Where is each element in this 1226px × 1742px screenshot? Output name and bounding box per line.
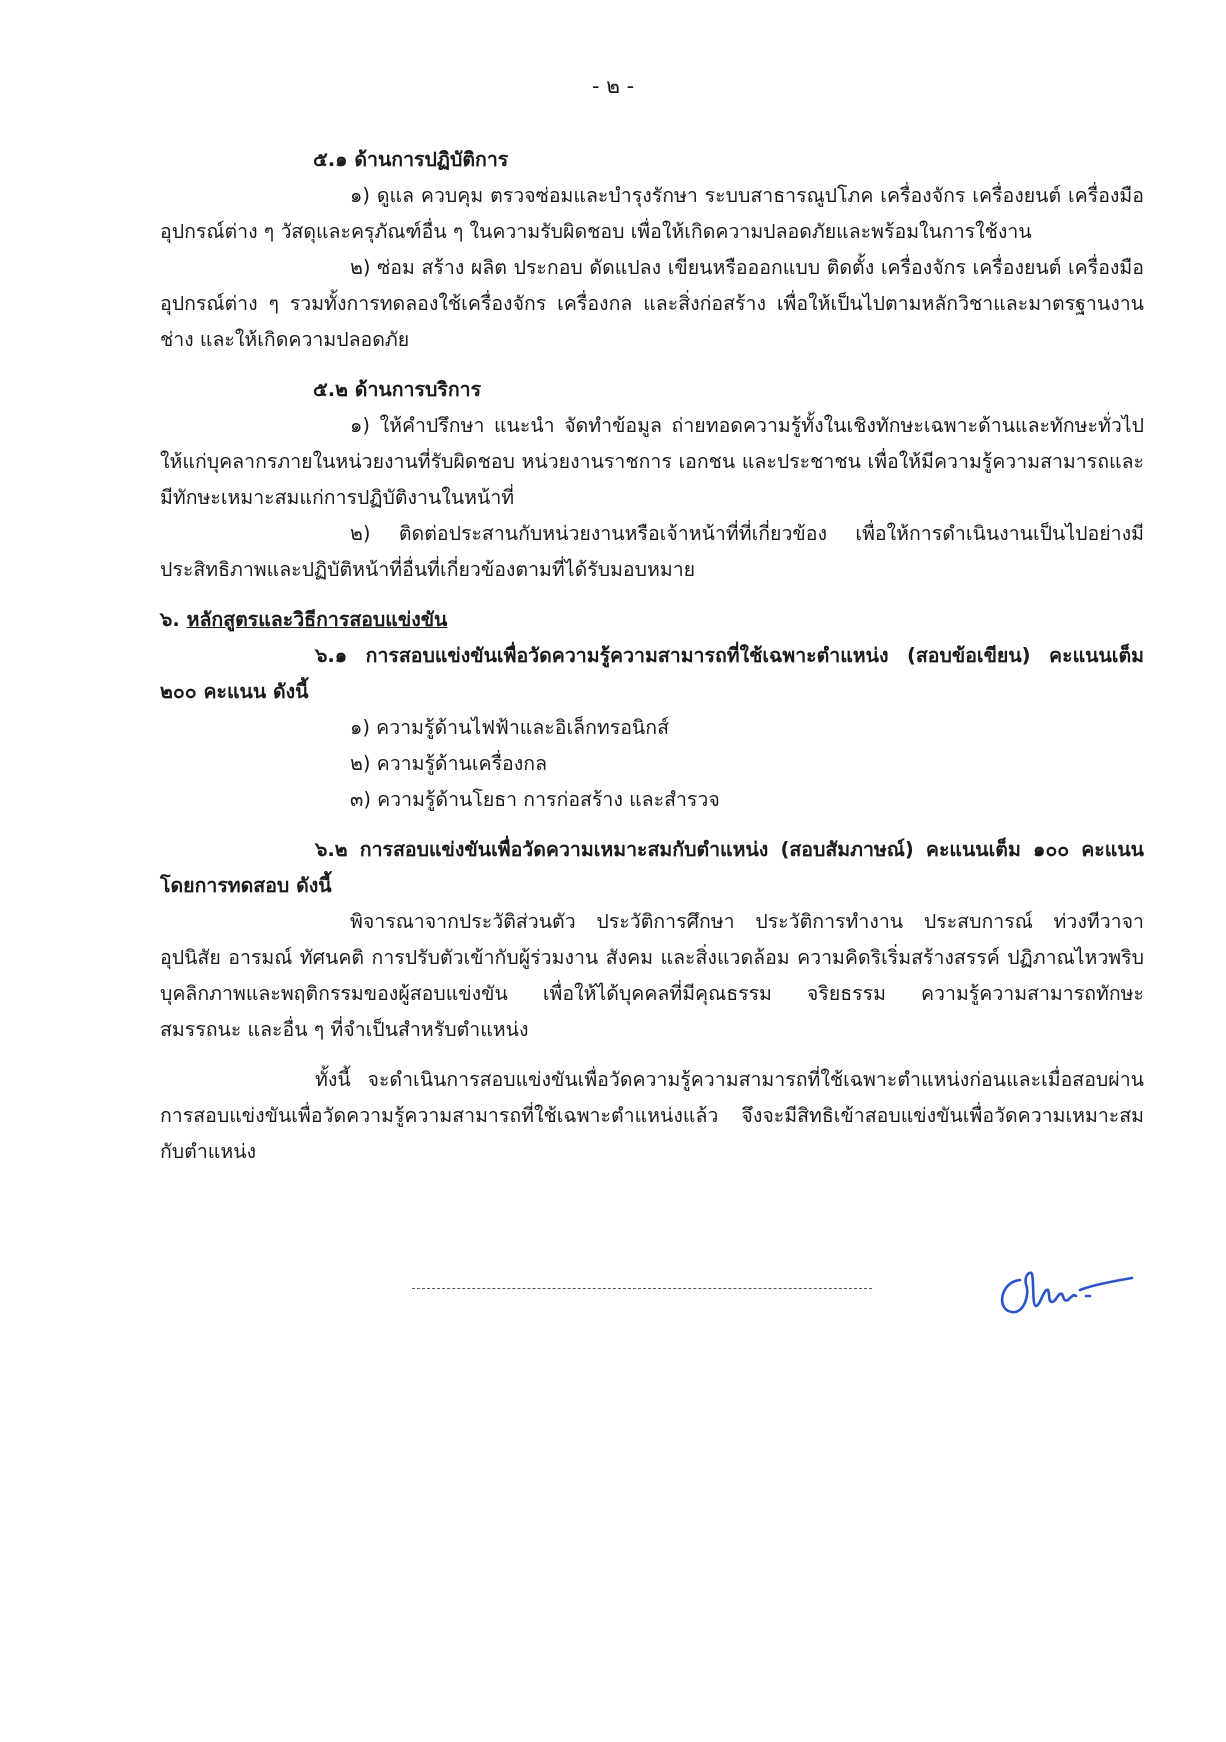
section-5-1-item-1: ๑) ดูแล ควบคุม ตรวจซ่อมและบำรุงรักษา ระบบสาธารณูปโภค เครื่องจักร เครื่องยนต์ เครื่องมือ อุปกรณ์ต่าง ๆ วัสดุและครุภัณฑ์อื่น ๆ ในความรับผิดชอบ เพื่อให้เกิดความปลอดภัยและพร้อมในการใช้งาน (160, 184, 1144, 243)
section-5-2-heading: ๕.๒ ด้านการบริการ (313, 378, 482, 401)
section-5-2-item-2: ๒) ติดต่อประสานกับหน่วยงานหรือเจ้าหน้าที่ที่เกี่ยวข้อง เพื่อให้การดำเนินงานเป็นไปอย่างมีประสิทธิภาพและปฏิบัติหน้าที่อื่นที่เกี่ยวข้องตามที่ได้รับมอบหมาย (160, 522, 1144, 581)
signature-dashed-line (412, 1288, 872, 1289)
section-5-2-item-1: ๑) ให้คำปรึกษา แนะนำ จัดทำข้อมูล ถ่ายทอดความรู้ทั้งในเชิงทักษะเฉพาะด้านและทักษะทั่วไปให้แก่บุคลากรภายในหน่วยงานที่รับผิดชอบ หน่วยงานราชการ เอกชน และประชาชน เพื่อให้มีความรู้ความสามารถและมีทักษะเหมาะสมแก่การปฏิบัติงานในหน้าที่ (160, 414, 1144, 509)
section-6-title: หลักสูตรและวิธีการสอบแข่งขัน (186, 608, 448, 631)
closing-paragraph: ทั้งนี้ จะดำเนินการสอบแข่งขันเพื่อวัดความรู้ความสามารถที่ใช้เฉพาะตำแหน่งก่อนและเมื่อสอบผ่านการสอบแข่งขันเพื่อวัดความรู้ความสามารถที่ใช้เฉพาะตำแหน่งแล้ว จึงจะมีสิทธิเข้าสอบแข่งขันเพื่อวัดความเหมาะสมกับตำแหน่ง (160, 1068, 1144, 1163)
section-6-2-heading: ๖.๒ การสอบแข่งขันเพื่อวัดความเหมาะสมกับตำแหน่ง (สอบสัมภาษณ์) คะแนนเต็ม ๑๐๐ คะแนน โดยการทดสอบ ดังนี้ (160, 838, 1144, 897)
section-6-1-item: ๓) ความรู้ด้านโยธา การก่อสร้าง และสำรวจ (350, 788, 720, 811)
section-6-2-body: พิจารณาจากประวัติส่วนตัว ประวัติการศึกษา ประวัติการทำงาน ประสบการณ์ ท่วงทีวาจา อุปนิสัย อารมณ์ ทัศนคติ การปรับตัวเข้ากับผู้ร่วมงาน สังคม และสิ่งแวดล้อม ความคิดริเริ่มสร้างสรรค์ ปฏิภาณไหวพริบ บุคลิกภาพและพฤติกรรมของผู้สอบแข่งขัน เพื่อให้ได้บุคคลที่มีคุณธรรม จริยธรรม ความรู้ความสามารถทักษะ สมรรถนะ และอื่น ๆ ที่จำเป็นสำหรับตำแหน่ง (160, 910, 1144, 1041)
section-5-1-item-2: ๒) ซ่อม สร้าง ผลิต ประกอบ ดัดแปลง เขียนหรือออกแบบ ติดตั้ง เครื่องจักร เครื่องยนต์ เครื่องมือ อุปกรณ์ต่าง ๆ รวมทั้งการทดลองใช้เครื่องจักร เครื่องกล และสิ่งก่อสร้าง เพื่อให้เป็นไปตามหลักวิชาและมาตรฐานงานช่าง และให้เกิดความปลอดภัย (160, 256, 1144, 351)
document-body (160, 142, 1144, 1170)
section-6-heading (160, 602, 1144, 638)
section-6-1-item: ๒) ความรู้ด้านเครื่องกล (350, 752, 548, 775)
section-6-1-item: ๑) ความรู้ด้านไฟฟ้าและอิเล็กทรอนิกส์ (350, 716, 669, 739)
section-5-1-heading: ๕.๑ ด้านการปฏิบัติการ (313, 148, 509, 171)
page-number: - ๒ - (591, 74, 635, 98)
section-6-number: ๖. (160, 608, 180, 631)
handwritten-signature (990, 1250, 1150, 1330)
section-6-1-heading: ๖.๑ การสอบแข่งขันเพื่อวัดความรู้ความสามารถที่ใช้เฉพาะตำแหน่ง (สอบข้อเขียน) คะแนนเต็ม ๒๐๐ คะแนน ดังนี้ (160, 644, 1144, 703)
